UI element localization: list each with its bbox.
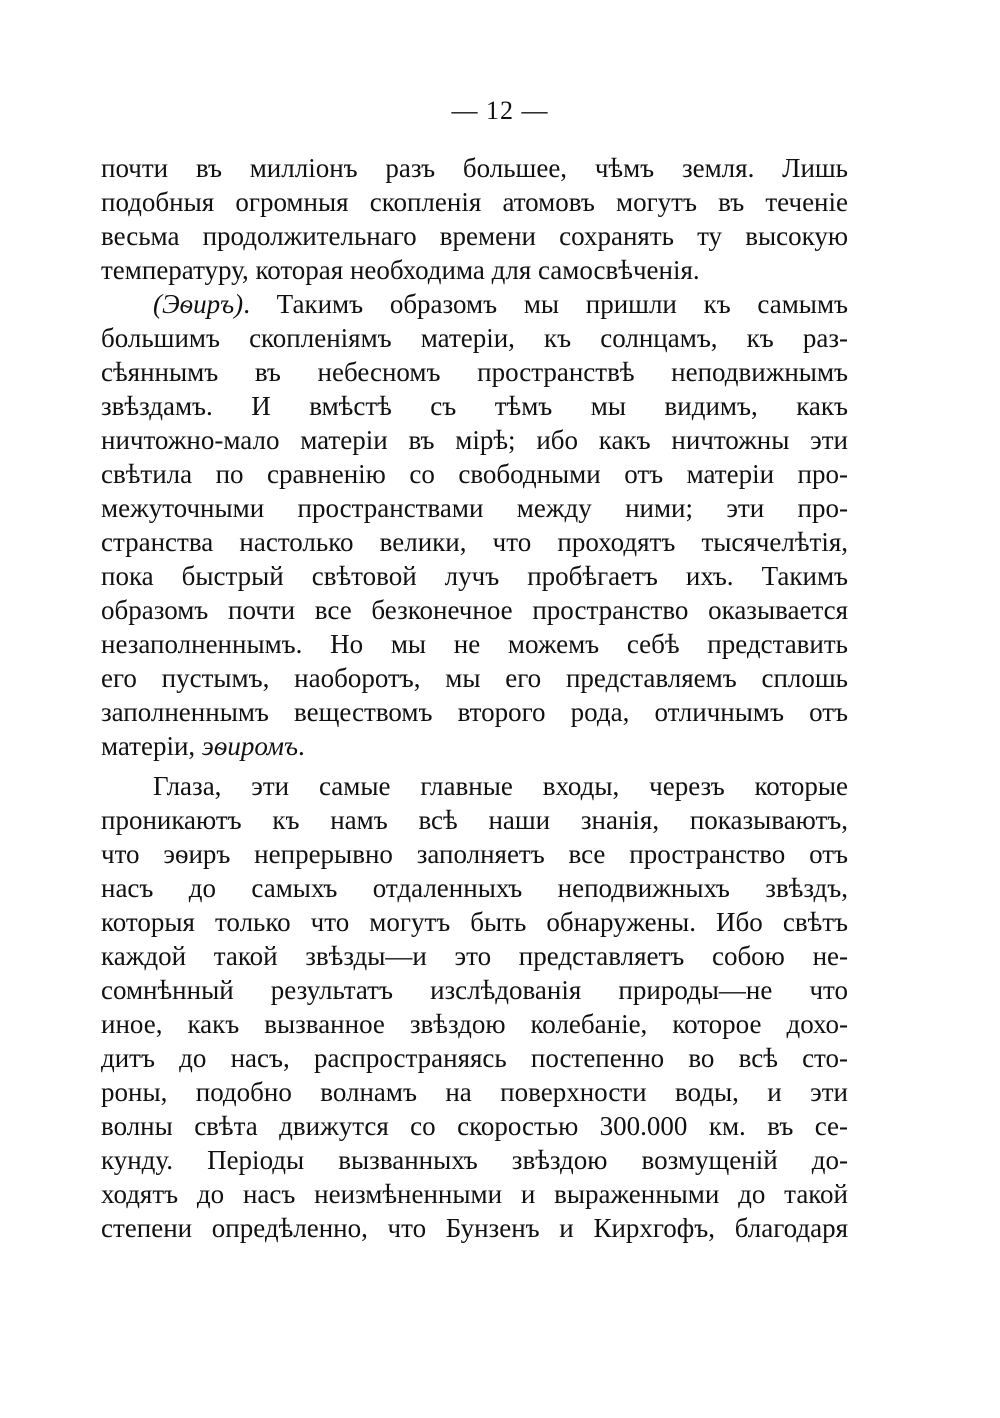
italic-term: (Эѳиръ) [153, 289, 244, 319]
text-line [101, 151, 848, 185]
text-line [101, 457, 848, 491]
line-text: звѣздамъ. И вмѣстѣ съ тѣмъ мы видимъ, какъ [101, 391, 848, 421]
text-line [101, 491, 848, 525]
text-line [101, 837, 848, 871]
line-text: которыя только что могутъ быть обнаружены. Ибо свѣтъ [101, 907, 848, 937]
text-line [101, 905, 848, 939]
text-line [101, 355, 848, 389]
page-number: — 12 — [451, 96, 549, 125]
text-line [101, 1007, 848, 1041]
text-line [101, 939, 848, 973]
line-text: незаполненнымъ. Но мы не можемъ себѣ представить [101, 629, 848, 659]
line-text: матеріи, [101, 731, 202, 761]
line-text: проникаютъ къ намъ всѣ наши знанія, показываютъ, [101, 805, 848, 835]
line-text: большимъ скопленіямъ матеріи, къ солнцамъ, къ раз- [101, 323, 848, 353]
line-text: температуру, которая необходима для самосвѣченія. [101, 255, 700, 285]
text-line [101, 321, 848, 355]
text-line [101, 729, 848, 763]
text-line [101, 525, 848, 559]
line-text: свѣтила по сравненію со свободными отъ матеріи про- [101, 459, 848, 489]
line-text: Глаза, эти самые главные входы, черезъ которые [153, 771, 848, 801]
line-text: . Такимъ образомъ мы пришли къ самымъ [243, 289, 848, 319]
line-text: подобныя огромныя скопленія атомовъ могутъ въ теченіе [101, 187, 848, 217]
line-text: дитъ до насъ, распространяясь постепенно во всѣ сто- [101, 1043, 848, 1073]
text-line [101, 661, 848, 695]
line-text: волны свѣта движутся со скоростью 300.000 км. въ се- [101, 1111, 848, 1141]
text-line [101, 973, 848, 1007]
line-text: ходятъ до насъ неизмѣненными и выраженными до такой [101, 1179, 848, 1209]
text-line [101, 593, 848, 627]
text-line [101, 185, 848, 219]
line-text: . [298, 731, 305, 761]
line-text: каждой такой звѣзды—и это представляетъ собою не- [101, 941, 848, 971]
body-text [101, 151, 848, 1245]
text-line [101, 627, 848, 661]
line-text: почти въ милліонъ разъ большее, чѣмъ земля. Лишь [101, 153, 848, 183]
text-line [101, 1075, 848, 1109]
line-text: насъ до самыхъ отдаленныхъ неподвижныхъ звѣздъ, [101, 873, 848, 903]
text-line [101, 287, 848, 321]
text-line [101, 1177, 848, 1211]
text-line [101, 423, 848, 457]
text-line [101, 871, 848, 905]
line-text: межуточными пространствами между ними; эти про- [101, 493, 848, 523]
text-line [101, 1109, 848, 1143]
text-line [101, 1143, 848, 1177]
line-text: степени опредѣленно, что Бунзенъ и Кирхгофъ, благодаря [101, 1213, 848, 1243]
line-text: его пустымъ, наоборотъ, мы его представляемъ сплошь [101, 663, 848, 693]
line-text: заполненнымъ веществомъ второго рода, отличнымъ отъ [101, 697, 848, 727]
text-line [101, 769, 848, 803]
line-text: иное, какъ вызванное звѣздою колебаніе, которое дохо- [101, 1009, 848, 1039]
line-text: роны, подобно волнамъ на поверхности воды, и эти [101, 1077, 848, 1107]
line-text: ничтожно-мало матеріи въ мірѣ; ибо какъ ничтожны эти [101, 425, 848, 455]
line-text: странства настолько велики, что проходятъ тысячелѣтія, [101, 527, 848, 557]
line-text: образомъ почти все безконечное пространство оказывается [101, 595, 848, 625]
text-line [101, 559, 848, 593]
line-text: что эѳиръ непрерывно заполняетъ все пространство отъ [101, 839, 848, 869]
italic-term: эѳиромъ [201, 731, 299, 761]
line-text: сомнѣнный результатъ изслѣдованія природы—не что [101, 975, 848, 1005]
text-line [101, 389, 848, 423]
text-line [101, 695, 848, 729]
text-line [101, 803, 848, 837]
line-text: весьма продолжительнаго времени сохранять ту высокую [101, 221, 848, 251]
text-line [101, 219, 848, 253]
text-line [101, 1041, 848, 1075]
line-text: сѣяннымъ въ небесномъ пространствѣ неподвижнымъ [101, 357, 848, 387]
line-text: пока быстрый свѣтовой лучъ пробѣгаетъ ихъ. Такимъ [101, 561, 848, 591]
text-line [101, 1211, 848, 1245]
text-line [101, 253, 848, 287]
line-text: кунду. Періоды вызванныхъ звѣздою возмущеній до- [101, 1145, 848, 1175]
